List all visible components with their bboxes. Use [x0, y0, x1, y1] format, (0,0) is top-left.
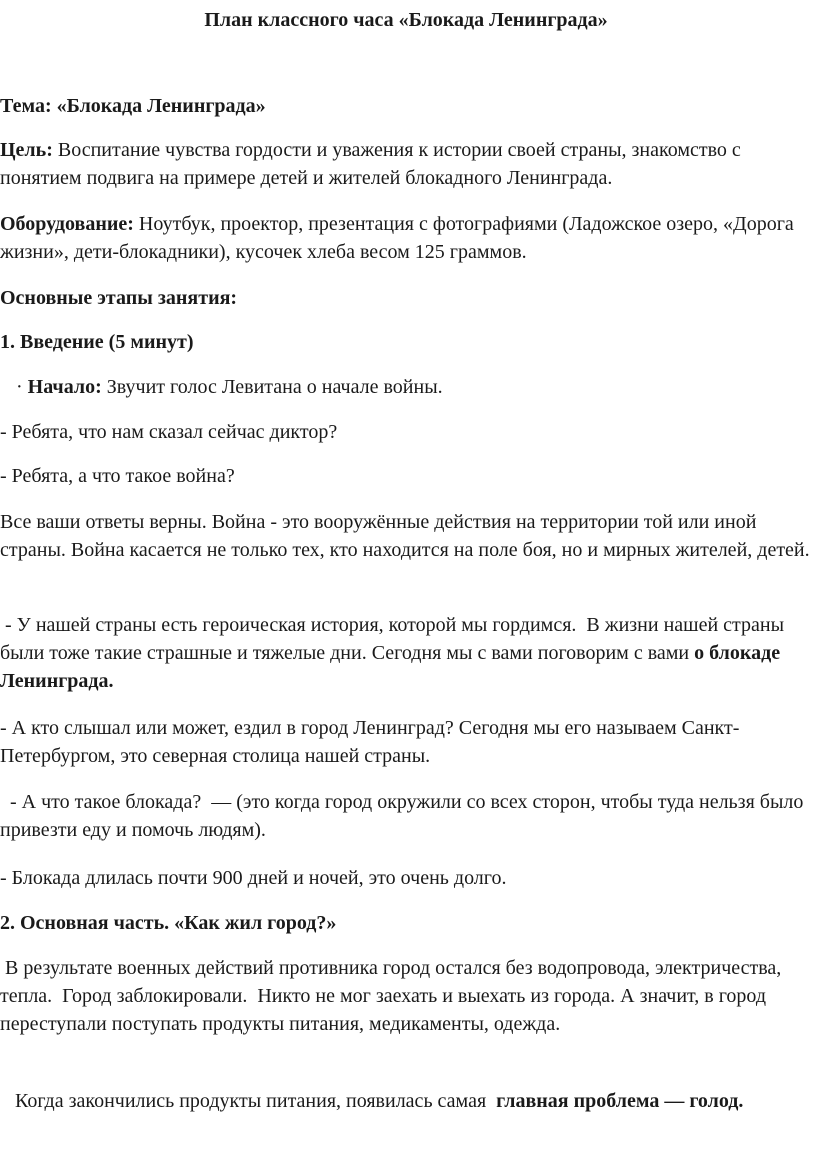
blockade-definition: - А что такое блокада? — (это когда город окружили со всех сторон, чтобы туда нельзя было привезти еду и помочь людям). [0, 791, 809, 841]
equipment-paragraph [0, 210, 812, 266]
war-paragraph: Все ваши ответы верны. Война - это вооружённые действия на территории той или иной страны. Война касается не только тех, кто находится на поле боя, но и мирных жителей, детей. [0, 511, 810, 561]
hunger-paragraph [0, 1087, 812, 1115]
goal-label: Цель: [0, 139, 53, 161]
heroic-paragraph [0, 611, 812, 695]
start-text: Звучит голос Левитана о начале войны. [101, 376, 443, 398]
theme-text: «Блокада Ленинграда» [51, 95, 266, 117]
heroic-bold: о блокаде Ленинграда. [0, 642, 786, 692]
goal-text: Воспитание чувства гордости и уважения к истории своей страны, знакомство с понятием подвига на примере детей и жителей блокадного Ленинграда. [0, 139, 741, 189]
blockade-duration: - Блокада длилась почти 900 дней и ночей, это очень долго. [0, 867, 507, 889]
document-title: План классного часа «Блокада Ленинграда» [204, 9, 608, 31]
start-line [0, 373, 816, 401]
hunger-text: Когда закончились продукты питания, появилась самая [0, 1090, 497, 1112]
goal-paragraph [0, 136, 812, 192]
equipment-label: Оборудование: [0, 213, 134, 235]
stages-heading: Основные этапы занятия: [0, 287, 238, 309]
question-1: - Ребята, что нам сказал сейчас диктор? [0, 421, 338, 443]
section1-heading: 1. Введение (5 минут) [0, 331, 194, 353]
equipment-text: Ноутбук, проектор, презентация с фотографиями (Ладожское озеро, «Дорога жизни», дети-блокадники), кусочек хлеба весом 125 граммов. [0, 213, 794, 263]
start-label: Начало: [27, 376, 102, 398]
section2-heading: 2. Основная часть. «Как жил город?» [0, 912, 337, 934]
theme-label: Тема: [0, 95, 52, 117]
bullet-icon: · [16, 376, 23, 398]
hunger-bold: главная проблема — голод. [496, 1090, 744, 1112]
heroic-text: - У нашей страны есть героическая история, которой мы гордимся. В жизни нашей страны были тоже такие страшные и тяжелые дни. Сегодня мы с вами поговорим с вами [0, 614, 790, 664]
leningrad-paragraph: - А кто слышал или может, ездил в город Ленинград? Сегодня мы его называем Санкт-Петербургом, это северная столица нашей страны. [0, 717, 740, 767]
theme-line [0, 92, 812, 120]
question-2: - Ребята, а что такое война? [0, 465, 235, 487]
city-paragraph: В результате военных действий противника город остался без водопровода, электричества, тепла. Город заблокировали. Никто не мог заехать и выехать из города. А значит, в город переступали поступать продукты питания, медикаменты, одежда. [0, 957, 787, 1035]
